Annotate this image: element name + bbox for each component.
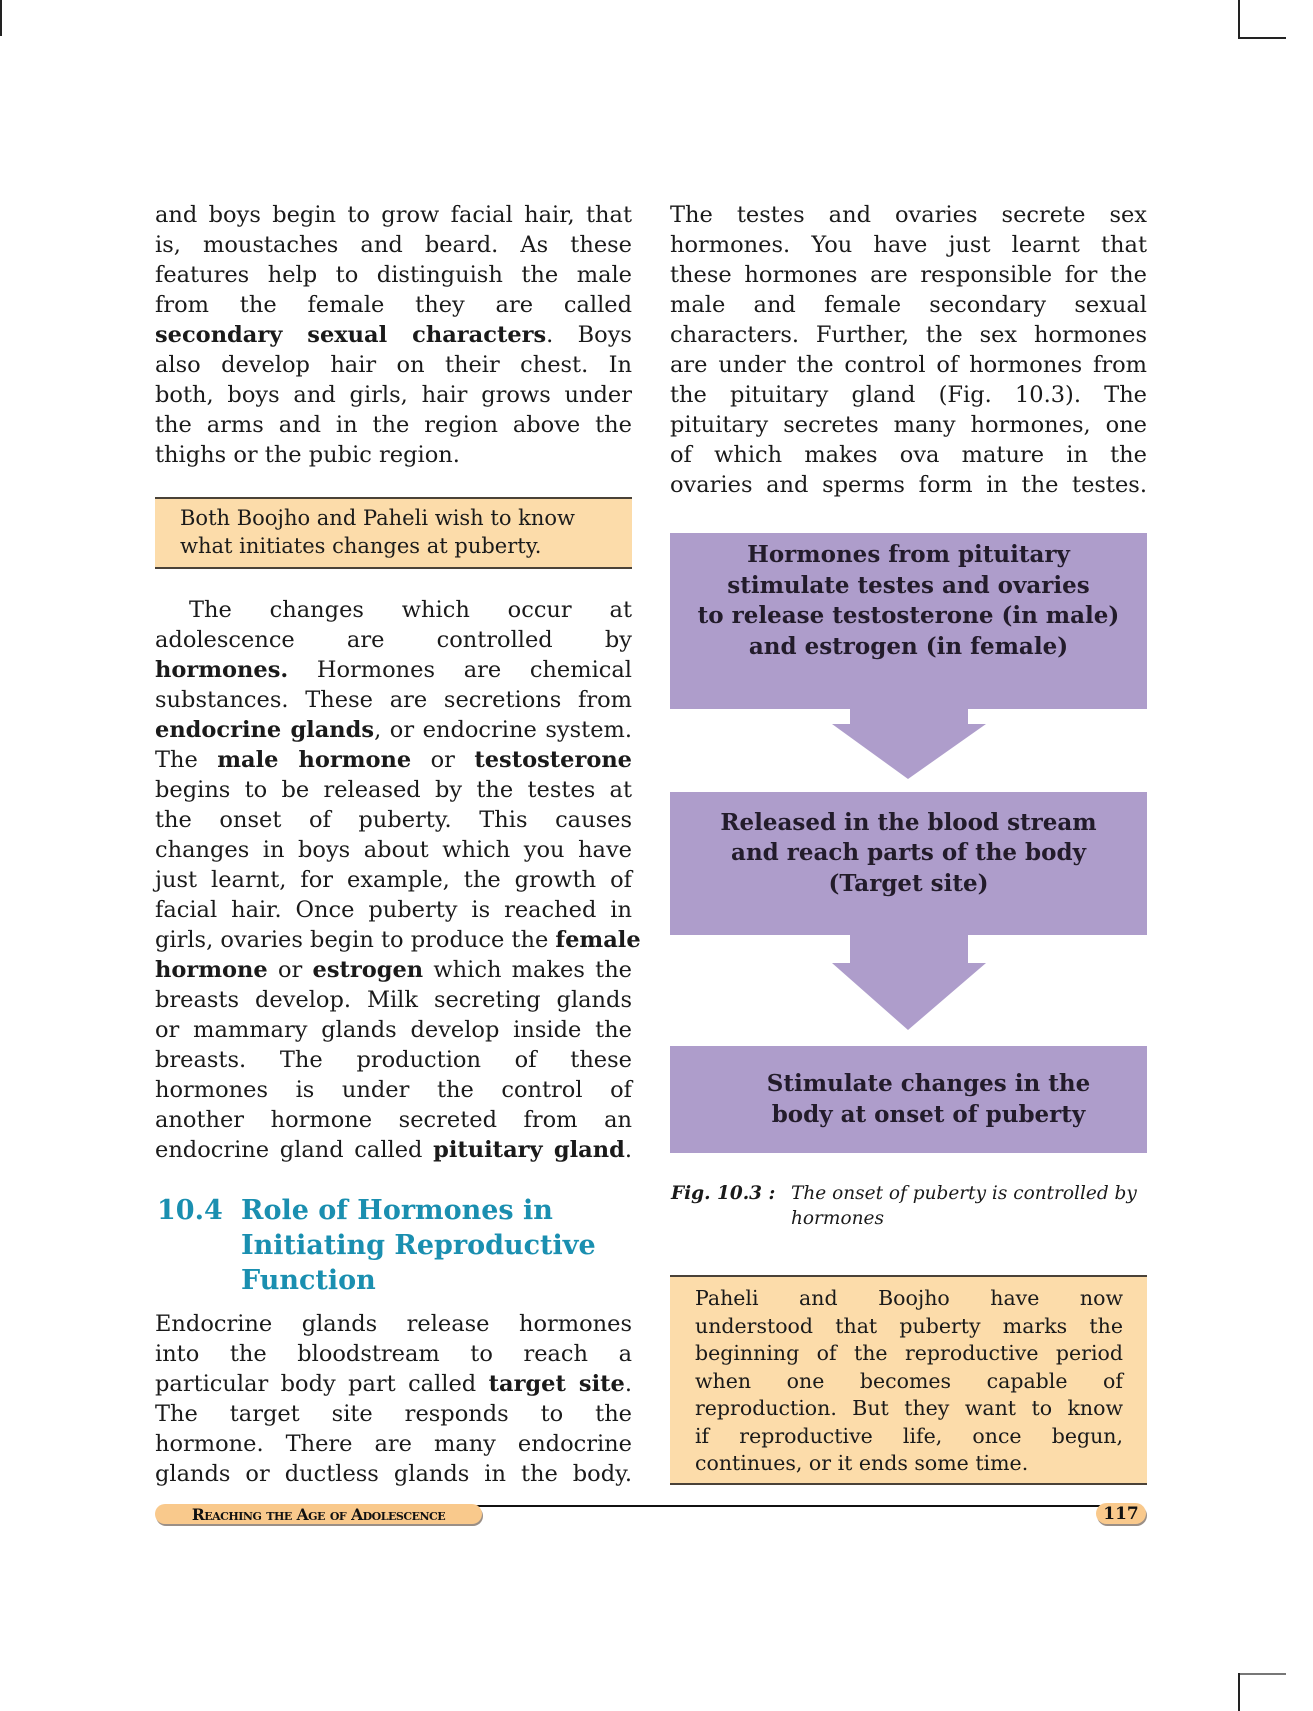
text-line: characters. Further, the sex hormones xyxy=(670,322,1147,348)
text-run: breasts. The production of these xyxy=(155,1047,632,1073)
callout-text xyxy=(180,504,575,560)
text-line xyxy=(155,350,632,380)
bold-term: pituitary gland xyxy=(433,1137,625,1163)
text-run: changes in boys about which you have xyxy=(155,837,632,863)
flowchart-step-line: body at onset of puberty xyxy=(771,1100,1086,1128)
callout-box-boojho-paheli xyxy=(155,497,632,569)
text-run: just learnt, for example, the growth of xyxy=(155,867,632,893)
flowchart-step-line: Hormones from pituitary xyxy=(747,541,1070,568)
text-line xyxy=(155,1135,632,1165)
text-line xyxy=(155,1399,632,1429)
flowchart-step-line: Released in the blood stream xyxy=(720,808,1097,836)
figure-caption-text xyxy=(791,1181,1137,1231)
text-line xyxy=(155,200,632,230)
text-line: The testes and ovaries secrete sex xyxy=(670,202,1147,228)
text-line: reproduction. But they want to know xyxy=(695,1396,1123,1420)
figure-label: Fig. 10.3 : xyxy=(671,1183,776,1204)
crop-mark-top-right-vertical xyxy=(1238,0,1240,39)
text-run: hormone. There are many endocrine xyxy=(155,1431,632,1457)
text-run: . Boys xyxy=(546,322,632,348)
bold-term: hormones. xyxy=(155,657,289,683)
caption-line: hormones xyxy=(791,1208,884,1229)
bold-term: secondary sexual characters xyxy=(155,322,547,348)
text-line xyxy=(155,1309,632,1339)
bold-term: hormone xyxy=(155,957,268,983)
text-line: when one becomes capable of xyxy=(695,1368,1123,1393)
flowchart-step-2 xyxy=(670,792,1147,935)
text-run: The target site responds to the xyxy=(155,1401,632,1427)
text-line xyxy=(155,805,632,835)
bold-term: female xyxy=(555,927,641,953)
callout-text xyxy=(695,1285,1123,1478)
text-run: hormones is under the control of xyxy=(155,1077,632,1103)
text-run: and boys begin to grow facial hair, that xyxy=(155,202,632,228)
text-run: also develop hair on their chest. In xyxy=(155,352,632,378)
flowchart-step-3 xyxy=(670,1046,1147,1153)
left-paragraph-3 xyxy=(155,1309,632,1489)
left-paragraph-1 xyxy=(155,200,632,470)
section-title xyxy=(241,1193,596,1298)
flowchart-step-line: (Target site) xyxy=(828,869,989,897)
text-line: Paheli and Boojho have now xyxy=(695,1286,1123,1310)
bold-term: testosterone xyxy=(474,747,632,773)
text-line xyxy=(155,380,632,410)
text-run: from the female they are called xyxy=(155,292,632,318)
figure-caption xyxy=(671,1181,1148,1233)
caption-line: The onset of puberty is controlled by xyxy=(791,1183,1137,1204)
text-run: begins to be released by the testes at xyxy=(155,777,632,803)
text-line xyxy=(155,320,632,350)
text-run: or xyxy=(267,957,313,983)
text-run: or xyxy=(411,747,475,773)
text-line xyxy=(155,410,632,440)
text-run: is, moustaches and beard. As these xyxy=(155,232,632,258)
text-run: into the bloodstream to reach a xyxy=(155,1341,632,1367)
bold-term: endocrine glands xyxy=(155,717,375,743)
text-line xyxy=(155,925,641,955)
text-line xyxy=(155,1105,632,1135)
text-line: the pituitary gland (Fig. 10.3). The xyxy=(670,382,1147,408)
flowchart-step-line: to release testosterone (in male) xyxy=(697,602,1120,629)
page-number: 117 xyxy=(1103,1503,1139,1524)
text-line: male and female secondary sexual xyxy=(670,292,1147,318)
text-line xyxy=(155,985,632,1015)
section-title-line: Function xyxy=(241,1265,376,1296)
text-run: endocrine gland called xyxy=(155,1137,434,1163)
flowchart-step-line: stimulate testes and ovaries xyxy=(727,571,1090,599)
flowchart-step-line: and estrogen (in female) xyxy=(748,632,1069,660)
crop-mark-bottom-right-vertical xyxy=(1238,1673,1240,1711)
text-line xyxy=(155,1369,632,1399)
bold-term: estrogen xyxy=(312,957,424,983)
text-run: The xyxy=(155,747,218,773)
callout-line: Both Boojho and Paheli wish to know xyxy=(180,506,576,530)
text-line xyxy=(155,260,632,290)
callout-box-paheli-boojho xyxy=(670,1275,1147,1485)
flowchart-step-line: Stimulate changes in the xyxy=(766,1070,1091,1097)
text-run: girls, ovaries begin to produce the xyxy=(155,927,556,953)
down-arrow-icon xyxy=(830,708,990,780)
crop-mark-top-right-horizontal xyxy=(1238,37,1286,39)
text-line xyxy=(155,1015,632,1045)
text-line: understood that puberty marks the xyxy=(695,1313,1123,1338)
page-number-badge xyxy=(1096,1503,1146,1524)
text-run: both, boys and girls, hair grows under xyxy=(155,382,632,408)
text-line xyxy=(155,230,632,260)
text-line xyxy=(155,835,632,865)
text-run: . xyxy=(624,1371,632,1397)
chapter-title: Reaching the Age of Adolescence xyxy=(191,1504,446,1524)
bold-term: target site xyxy=(488,1371,625,1397)
chapter-title-badge xyxy=(155,1504,482,1524)
flowchart-step-line: and reach parts of the body xyxy=(731,839,1086,867)
text-line xyxy=(155,1459,632,1489)
callout-line: what initiates changes at puberty. xyxy=(180,534,542,558)
text-line: ovaries and sperms form in the testes. xyxy=(670,472,1147,498)
text-run: particular body part called xyxy=(155,1371,489,1397)
text-run: The changes which occur at xyxy=(189,597,632,623)
text-run: substances. These are secretions from xyxy=(155,687,632,713)
text-line xyxy=(155,290,632,320)
text-line xyxy=(155,955,632,985)
text-run: Hormones are chemical xyxy=(288,657,632,683)
text-line xyxy=(155,775,632,805)
text-line xyxy=(155,1429,632,1459)
text-run: breasts develop. Milk secreting glands xyxy=(155,987,632,1013)
text-line: these hormones are responsible for the xyxy=(670,262,1147,288)
text-run: or mammary glands develop inside the xyxy=(155,1017,632,1043)
text-line xyxy=(155,715,632,745)
text-line xyxy=(155,595,632,625)
text-line xyxy=(155,655,632,685)
text-line: pituitary secretes many hormones, one xyxy=(670,412,1147,438)
text-line: are under the control of hormones from xyxy=(670,352,1147,378)
text-run: thighs or the pubic region. xyxy=(155,442,460,468)
section-heading xyxy=(157,1193,637,1303)
text-run: which makes the xyxy=(423,957,632,983)
bold-term: male hormone xyxy=(217,747,412,773)
text-line xyxy=(155,625,632,655)
section-title-line: Initiating Reproductive xyxy=(241,1230,596,1261)
text-line xyxy=(155,440,632,470)
text-line xyxy=(155,1339,632,1369)
text-run: facial hair. Once puberty is reached in xyxy=(155,897,632,923)
text-line xyxy=(155,865,632,895)
flowchart-step-1 xyxy=(670,533,1147,709)
text-line: beginning of the reproductive period xyxy=(695,1341,1123,1365)
text-run: the arms and in the region above the xyxy=(155,412,632,438)
text-line: of which makes ova mature in the xyxy=(670,442,1147,468)
text-run: the onset of puberty. This causes xyxy=(155,807,632,833)
footer-rule xyxy=(470,1505,1110,1507)
text-line xyxy=(155,895,632,925)
right-paragraph-1 xyxy=(670,200,1147,500)
text-line xyxy=(155,685,632,715)
text-run: , or endocrine system. xyxy=(374,717,632,743)
text-line: continues, or it ends some time. xyxy=(695,1451,1029,1475)
text-run: another hormone secreted from an xyxy=(155,1107,632,1133)
crop-mark-top-left xyxy=(0,0,2,36)
text-run: features help to distinguish the male xyxy=(155,262,632,288)
text-run: . xyxy=(624,1137,633,1163)
text-run: adolescence are controlled by xyxy=(155,627,632,653)
text-line xyxy=(155,1045,632,1075)
text-run: glands or ductless glands in the body. xyxy=(155,1461,632,1487)
text-run: Endocrine glands release hormones xyxy=(155,1311,632,1337)
text-line xyxy=(155,1075,632,1105)
text-line: hormones. You have just learnt that xyxy=(670,232,1147,258)
section-number: 10.4 xyxy=(157,1195,223,1226)
section-title-line: Role of Hormones in xyxy=(241,1195,553,1226)
text-line xyxy=(155,745,632,775)
left-paragraph-2 xyxy=(155,595,641,1165)
text-line: if reproductive life, once begun, xyxy=(695,1423,1123,1448)
down-arrow-icon xyxy=(830,934,990,1032)
crop-mark-bottom-right-horizontal xyxy=(1238,1673,1286,1675)
